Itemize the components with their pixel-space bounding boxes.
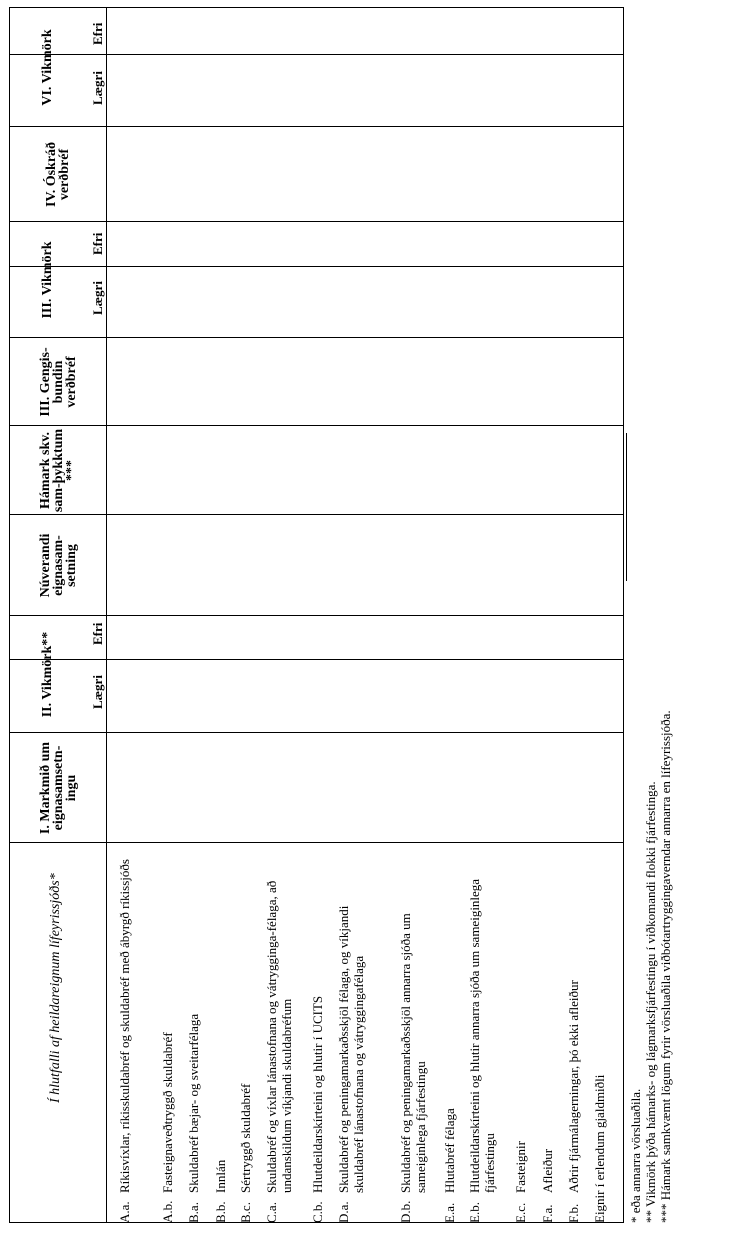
col-divider-7: [9, 221, 623, 222]
header-oskrad-label: IV. Óskráð verðbréf: [44, 141, 72, 208]
row-label: Hlutdeildarskírteini og hlutir annarra sjóða um sameiginlega fjárfestingu: [467, 878, 497, 1193]
header-ii-laegri: Lægri: [90, 675, 105, 709]
header-hamark-label: Hámark skv. sam-þykktum ***: [37, 428, 79, 513]
row-label: Skuldabréf bæjar- og sveitarfélaga: [186, 1013, 201, 1193]
row-label: Innlán: [213, 1159, 228, 1193]
header-vikmork-iii-label: III. Vikmörk: [39, 241, 55, 319]
header-vi-laegri: Lægri: [90, 71, 105, 105]
row-code: F.b.: [566, 1203, 581, 1223]
header-markmid: [12, 735, 104, 841]
row-label: Sértryggð skuldabréf: [238, 1083, 253, 1193]
col-divider-8: [9, 126, 623, 127]
header-vikmork-ii-label: II. Vikmörk**: [39, 631, 55, 718]
split-vi: [9, 54, 623, 55]
row-label: Eignir í erlendum gjaldmiðli: [592, 1074, 607, 1223]
row-code: E.b.: [467, 1202, 482, 1223]
row-code: A.b.: [160, 1200, 175, 1223]
header-iii-laegri: Lægri: [90, 281, 105, 315]
row-label: Skuldabréf og víxlar lánastofnana og vátrygginga-félaga, að undanskildum víkjandi skuldabréfum: [264, 880, 294, 1193]
table-intro: Í hlutfalli af heildareignum lífeyrissjóðs*: [48, 873, 63, 1103]
header-markmid-label: I. Markmið um eignasamsetn-ingu: [37, 741, 79, 835]
header-ii-efri: Efri: [90, 622, 105, 645]
row-label: Hlutdeildarskírteini og hlutir í UCITS: [310, 995, 325, 1193]
table-border-bottom: [623, 7, 624, 1223]
split-iii: [9, 266, 623, 267]
row-code: B.b.: [213, 1201, 228, 1223]
header-iii-efri: Efri: [90, 232, 105, 255]
row-code: E.a.: [442, 1202, 457, 1223]
row-code: C.b.: [310, 1201, 325, 1223]
table-border-right: [9, 7, 623, 8]
col-divider-3: [9, 615, 623, 616]
col-divider-1: [9, 842, 623, 843]
footnote-rule: [626, 433, 627, 581]
footnote-2: ** Vikmörk þýða hámarks- og lágmarksfjárfestingu í viðkomandi flokki fjárfestinga.: [643, 781, 658, 1223]
footnote-3: *** Hámark samkvæmt lögum fyrir vörsluaðila viðbótartryggingaverndar annarra en lífeyrissjóða.: [658, 710, 673, 1223]
col-divider-4: [9, 514, 623, 515]
header-vikmork-iii: [12, 224, 82, 336]
header-nuverandi-label: Núverandi eignasam-setning: [37, 533, 79, 598]
header-oskrad: [12, 129, 104, 220]
header-vikmork-vi: [12, 10, 82, 125]
row-label: Skuldabréf og peningamarkaðsskjöl annarra sjóða um sameiginlega fjárfestingu: [398, 913, 428, 1193]
row-code: D.b.: [398, 1200, 413, 1223]
header-vikmork-vi-label: VI. Vikmörk: [39, 29, 55, 106]
col-divider-2: [9, 732, 623, 733]
col-divider-6: [9, 337, 623, 338]
row-code: B.c.: [238, 1202, 253, 1223]
col-divider-5: [9, 425, 623, 426]
header-gengisbundin-label: III. Gengis-bundin verðbréf: [37, 347, 79, 417]
row-label: Afleiður: [540, 1148, 555, 1193]
row-label: Fasteignir: [513, 1141, 528, 1193]
row-label: Ríkisvíxlar, ríkisskuldabréf og skuldabréf með ábyrgð ríkissjóðs: [117, 859, 132, 1193]
row-code: E.c.: [513, 1202, 528, 1223]
row-code: F.a.: [540, 1204, 555, 1223]
header-nuverandi: [12, 517, 104, 614]
row-label: Hlutabréf félaga: [442, 1108, 457, 1193]
row-code: D.a.: [336, 1201, 351, 1223]
row-code: B.a.: [186, 1202, 201, 1223]
header-vi-efri: Efri: [90, 22, 105, 45]
footnote-1: * eða annarra vörsluaðila.: [628, 1088, 643, 1223]
header-gengisbundin: [12, 340, 104, 424]
row-label: Aðrir fjármálagerningar, þó ekki afleiður: [566, 980, 581, 1193]
row-label: Fasteignaveðtryggð skuldabréf: [160, 1032, 175, 1193]
header-vikmork-ii: [12, 618, 82, 731]
row-code: C.a.: [264, 1202, 279, 1223]
row-code: A.a.: [117, 1201, 132, 1223]
header-hamark: [12, 428, 104, 513]
row-label: Skuldabréf og peningamarkaðsskjöl félaga, og víkjandi skuldabréf lánastofnana og vátryggingafélaga: [336, 905, 366, 1193]
split-ii: [9, 659, 623, 660]
